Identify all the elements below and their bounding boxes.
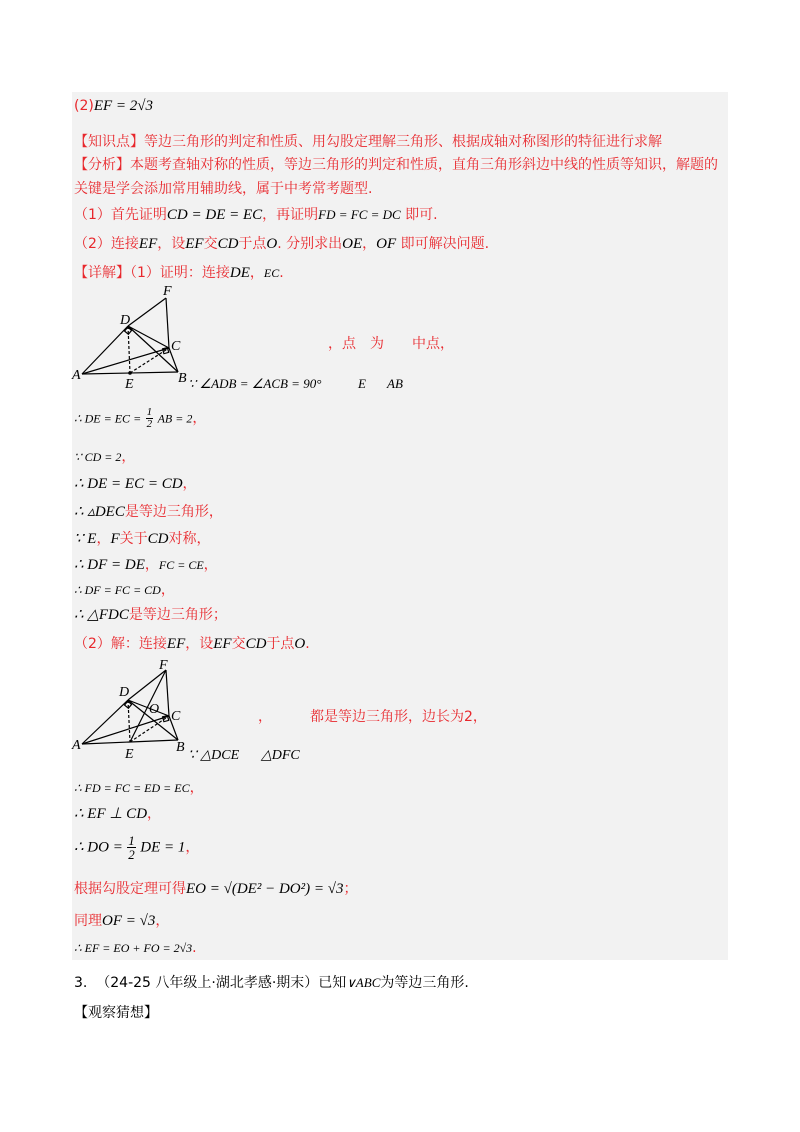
- line-of: [74, 910, 169, 930]
- step2-text-g: 即可解决问题.: [400, 236, 490, 252]
- fig2-label-e: E: [125, 747, 134, 762]
- of-punct: ，: [155, 913, 170, 929]
- do-frac-den: 2: [128, 847, 135, 862]
- knowledge-line: [74, 131, 662, 151]
- of-text: 同理: [74, 913, 102, 929]
- fig1-label-a: A: [72, 368, 81, 383]
- do-math-a: ∴ DO =: [74, 839, 123, 856]
- ef-final-math: ∴ EF = EO + FO = 2√3: [74, 941, 193, 955]
- step2-text-e: . 分别求出: [277, 236, 343, 252]
- p2-math-3: CD: [245, 636, 267, 652]
- line-fdc: [74, 604, 227, 624]
- line-perp: [74, 803, 161, 823]
- line-df-fc-cd: [74, 579, 175, 599]
- perp-punct: ，: [147, 806, 162, 822]
- p2-text-a: （2）解：连接: [74, 636, 167, 652]
- point-e-note: E: [358, 376, 366, 391]
- fig2-label-o: O: [149, 702, 160, 717]
- fig2-line-df: [128, 670, 166, 700]
- fig2-line-ac: [82, 716, 169, 744]
- because-dfc: △DFC: [261, 748, 300, 763]
- p2-text-c: 交: [231, 636, 246, 652]
- side2-punct: ，: [258, 709, 272, 725]
- df-math-a: ∴ DF = DE: [74, 557, 145, 573]
- detail-side-text: ，点 为 中点，: [328, 336, 454, 352]
- fig2-line-fc: [166, 670, 169, 716]
- sym-math-e: CD: [147, 531, 169, 547]
- eo-math: EO = √(DE² − DO²) = √3: [186, 881, 344, 897]
- because-angles-math: ∵ ∠ADB = ∠ACB = 90°: [188, 376, 322, 391]
- detail-heading: [74, 262, 284, 282]
- fd-punct: ，: [189, 780, 204, 796]
- analysis-line-1: [74, 154, 718, 174]
- question-3-line: [74, 972, 469, 992]
- p2-text-b: ，设: [185, 636, 214, 652]
- step1-text-a: （1）首先证明: [74, 207, 167, 223]
- do-frac-num: 1: [128, 833, 135, 848]
- detail-math-1: DE: [229, 265, 250, 281]
- line-do: [74, 834, 199, 861]
- fig2-label-a: A: [72, 738, 81, 753]
- question-3-triangle: ∨ABC: [346, 975, 381, 990]
- do-math-b: DE = 1: [140, 839, 186, 856]
- question-3-text: 为等边三角形.: [380, 975, 469, 991]
- analysis-text-1: 本题考查轴对称的性质，等边三角形的判定和性质，直角三角形斜边中线的性质等知识，解题的: [130, 157, 718, 173]
- question-3-next-heading: 【观察猜想】: [74, 1005, 158, 1021]
- detail-text-c: .: [279, 265, 284, 281]
- detail-text-b: ，: [249, 265, 264, 281]
- p2-math-2: EF: [213, 636, 232, 652]
- df-punct-d: ，: [203, 557, 218, 573]
- knowledge-label: 【知识点】: [74, 134, 144, 150]
- df-punct-b: ，: [144, 557, 159, 573]
- sym-text-f: 对称，: [168, 531, 211, 547]
- analysis-text-2: 关键是学会添加常用辅助线，属于中考常考题型.: [74, 181, 373, 197]
- fig1-line-fc: [166, 298, 169, 348]
- do-punct: ，: [185, 839, 200, 856]
- fig2-label-c: C: [171, 709, 181, 724]
- step1-math-1: CD = DE = EC: [166, 207, 263, 223]
- side2-text: 都是等边三角形，边长为2，: [310, 709, 487, 725]
- dec-math: ∴ ▵DEC: [74, 504, 125, 520]
- sym-text-d: 关于: [119, 531, 148, 547]
- part2-answer: EF = 2√3: [93, 98, 154, 114]
- step2-text-a: （2）连接: [74, 236, 139, 252]
- dffc-punct: ，: [160, 582, 175, 598]
- analysis-line-2: [74, 178, 372, 198]
- step2-math-2: EF: [185, 236, 204, 252]
- fig1-label-c: C: [171, 339, 181, 354]
- eo-text: 根据勾股定理可得: [74, 881, 186, 897]
- df-math-c: FC = CE: [158, 558, 204, 572]
- step2-math-1: EF: [138, 236, 158, 252]
- fd-math: ∴ FD = FC = ED = EC: [74, 781, 190, 795]
- fig1-line-df: [128, 298, 166, 326]
- line-ef-final: [74, 940, 197, 956]
- ef-final-punct: .: [192, 940, 197, 956]
- step2-math-5: OE: [342, 236, 363, 252]
- detail-math-2: EC: [263, 266, 280, 280]
- perp-math: ∴ EF ⊥ CD: [74, 806, 148, 822]
- dffc-math: ∴ DF = FC = CD: [74, 583, 161, 597]
- analysis-step-2: [74, 233, 489, 253]
- fdc-text: 是等边三角形；: [128, 607, 227, 623]
- cd-math: ∵ CD = 2: [74, 450, 122, 464]
- question-3-source: （24-25 八年级上·湖北孝感·期末）已知: [96, 975, 347, 991]
- fig2-label-d: D: [119, 685, 130, 700]
- step2-math-4: O: [266, 236, 278, 252]
- analysis-step-1: [74, 204, 438, 224]
- p2-text-d: 于点: [266, 636, 295, 652]
- step2-text-d: 于点: [238, 236, 267, 252]
- segment-ab-note: AB: [387, 376, 403, 391]
- sym-punct: ，: [96, 531, 111, 547]
- step1-math-2: FD = FC = DC: [318, 207, 401, 222]
- detail-label: 【详解】: [74, 265, 130, 281]
- fig1-point-e: [128, 371, 132, 375]
- line-dec: [74, 501, 223, 521]
- fdc-math: ∴ △FDC: [74, 607, 129, 623]
- eo-punct: ；: [343, 881, 358, 897]
- step2-math-6: OF: [376, 236, 397, 252]
- sym-math-c: F: [110, 531, 120, 547]
- line-fd-fc: [74, 777, 204, 797]
- step2-math-3: CD: [217, 236, 239, 252]
- line-df-de: [74, 554, 218, 574]
- cd-punct: ，: [121, 449, 136, 465]
- fig1-label-b: B: [178, 371, 187, 386]
- de-ec-fraction: [146, 407, 154, 430]
- step1-text-c: 即可.: [405, 207, 438, 223]
- line-de-ec: [74, 407, 206, 430]
- analysis-label: 【分析】: [74, 157, 130, 173]
- p2-math-4: O: [294, 636, 306, 652]
- de-ec-math-b: AB = 2: [157, 411, 193, 426]
- line-equal: [74, 473, 197, 493]
- de-ec-frac-num: 1: [146, 406, 153, 418]
- equal-math: ∴ DE = EC = CD: [74, 476, 183, 492]
- p2-text-e: .: [305, 636, 310, 652]
- step2-text-c: 交: [203, 236, 218, 252]
- because-angles: [188, 376, 321, 392]
- line-eo: [74, 878, 357, 898]
- knowledge-text: 等边三角形的判定和性质、用勾股定理解三角形、根据成轴对称图形的特征进行求解: [144, 134, 662, 150]
- fig1-label-f: F: [163, 284, 172, 299]
- because-dce: ∵ △DCE: [188, 748, 240, 763]
- fig1-label-d: D: [120, 313, 131, 328]
- part2-detail-heading: [74, 633, 310, 653]
- de-ec-math-a: ∴ DE = EC =: [74, 411, 142, 426]
- of-math: OF = √3: [102, 913, 156, 929]
- fig1-label-e: E: [125, 377, 134, 392]
- fig2-line-ad: [82, 700, 128, 744]
- step2-text-f: ，: [362, 236, 377, 252]
- line-symmetry: [74, 528, 210, 548]
- part2-label: (2): [74, 98, 94, 114]
- p2-math-1: EF: [166, 636, 186, 652]
- fig2-label-b: B: [176, 740, 185, 755]
- fig2-label-f: F: [159, 658, 168, 673]
- line-cd: [74, 446, 135, 466]
- step1-text-b: ，再证明: [262, 207, 319, 223]
- question-3-number: 3.: [74, 975, 88, 991]
- de-ec-punct: ，: [192, 410, 207, 427]
- do-fraction: [127, 834, 136, 861]
- equal-punct: ，: [182, 476, 197, 492]
- dec-text: 是等边三角形，: [124, 504, 223, 520]
- step2-text-b: ，设: [157, 236, 186, 252]
- sym-math-a: ∵ E: [74, 531, 97, 547]
- detail-text-a: （1）证明：连接: [130, 265, 230, 281]
- de-ec-frac-den: 2: [146, 418, 153, 430]
- part2-answer-line: [74, 98, 153, 115]
